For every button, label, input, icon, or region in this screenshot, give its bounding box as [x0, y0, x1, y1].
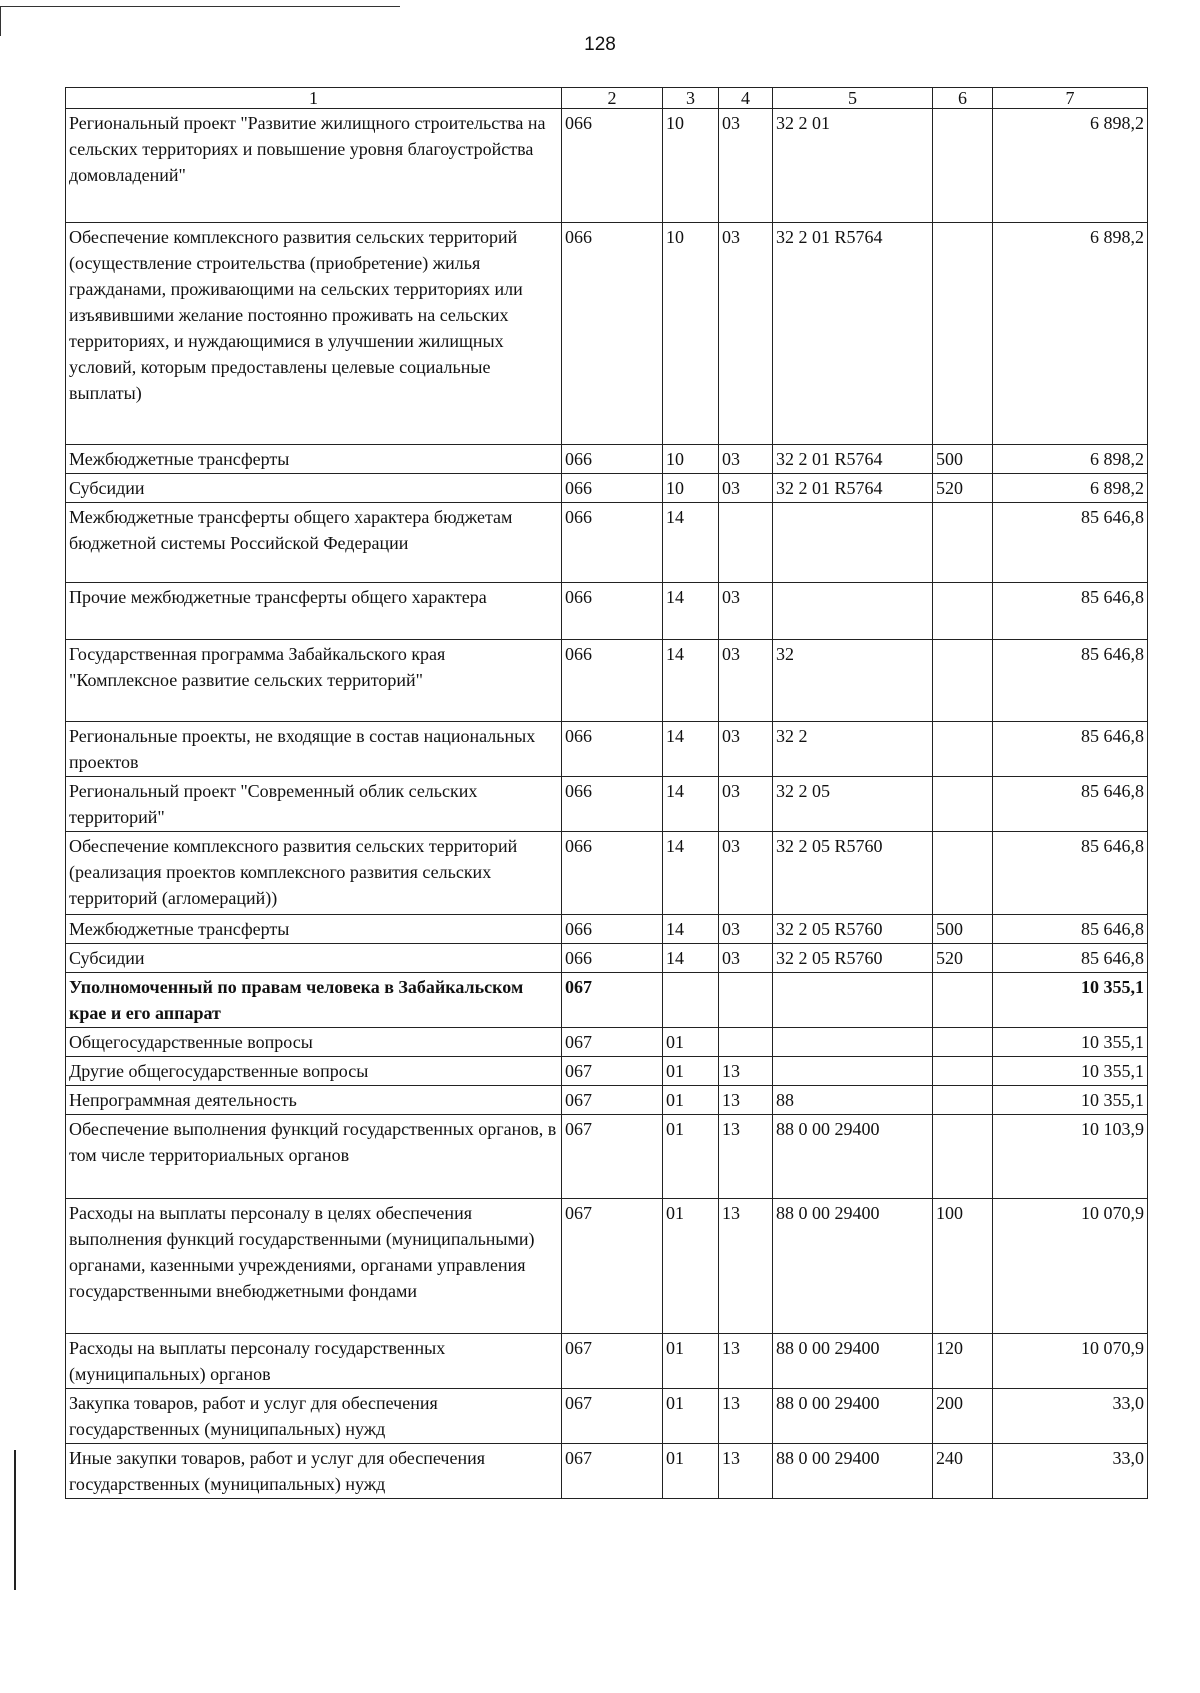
row-name-cell: Иные закупки товаров, работ и услуг для обеспечения государственных (муниципальных) нужд	[66, 1444, 562, 1499]
row-amount-cell: 85 646,8	[993, 503, 1148, 583]
column-header: 3	[663, 88, 719, 109]
row-name-cell: Другие общегосударственные вопросы	[66, 1057, 562, 1086]
row-subsection-cell: 13	[719, 1057, 773, 1086]
row-name-cell: Обеспечение комплексного развития сельских территорий (осуществление строительства (приобретение) жилья гражданами, проживающими на сельских территориях или изъявившими желание постоянно проживать на сельских территориях, и нуждающимися в улучшении жилищных условий, которым предоставлены целевые социальные выплаты)	[66, 223, 562, 445]
row-code-cell: 067	[562, 1028, 663, 1057]
row-code-cell: 067	[562, 1057, 663, 1086]
row-name-cell: Региональный проект "Современный облик сельских территорий"	[66, 777, 562, 832]
row-section-cell: 14	[663, 503, 719, 583]
table-row	[66, 445, 1148, 474]
row-target-article-cell: 32 2 05	[773, 777, 933, 832]
row-section-cell: 01	[663, 1086, 719, 1115]
row-code-cell: 067	[562, 973, 663, 1028]
row-section-cell: 01	[663, 1028, 719, 1057]
row-name-cell: Межбюджетные трансферты	[66, 915, 562, 944]
table-row	[66, 1028, 1148, 1057]
row-target-article-cell	[773, 973, 933, 1028]
row-code-cell: 066	[562, 640, 663, 722]
row-amount-cell: 10 355,1	[993, 1086, 1148, 1115]
column-header: 6	[933, 88, 993, 109]
row-section-cell: 01	[663, 1115, 719, 1199]
row-subsection-cell: 03	[719, 223, 773, 445]
row-code-cell: 066	[562, 223, 663, 445]
column-header: 2	[562, 88, 663, 109]
row-expense-type-cell	[933, 777, 993, 832]
table-row	[66, 1444, 1148, 1499]
row-name-cell: Субсидии	[66, 944, 562, 973]
row-expense-type-cell	[933, 503, 993, 583]
row-amount-cell: 85 646,8	[993, 640, 1148, 722]
row-section-cell: 10	[663, 445, 719, 474]
column-header: 1	[66, 88, 562, 109]
row-subsection-cell: 03	[719, 474, 773, 503]
row-section-cell: 01	[663, 1334, 719, 1389]
row-subsection-cell: 13	[719, 1334, 773, 1389]
page-number: 128	[584, 34, 616, 55]
row-target-article-cell: 32 2 01 R5764	[773, 223, 933, 445]
row-subsection-cell	[719, 503, 773, 583]
row-section-cell: 01	[663, 1199, 719, 1334]
row-expense-type-cell	[933, 583, 993, 640]
row-expense-type-cell	[933, 722, 993, 777]
row-subsection-cell: 13	[719, 1199, 773, 1334]
row-subsection-cell: 03	[719, 915, 773, 944]
row-code-cell: 067	[562, 1199, 663, 1334]
row-amount-cell: 85 646,8	[993, 944, 1148, 973]
row-target-article-cell	[773, 1057, 933, 1086]
row-expense-type-cell: 500	[933, 915, 993, 944]
row-subsection-cell: 03	[719, 722, 773, 777]
row-subsection-cell: 13	[719, 1444, 773, 1499]
row-name-cell: Непрограммная деятельность	[66, 1086, 562, 1115]
row-expense-type-cell	[933, 1057, 993, 1086]
row-expense-type-cell: 120	[933, 1334, 993, 1389]
row-section-cell: 14	[663, 583, 719, 640]
row-subsection-cell: 13	[719, 1115, 773, 1199]
row-target-article-cell: 32 2 05 R5760	[773, 915, 933, 944]
row-amount-cell: 10 070,9	[993, 1334, 1148, 1389]
row-name-cell: Уполномоченный по правам человека в Забайкальском крае и его аппарат	[66, 973, 562, 1028]
row-subsection-cell: 03	[719, 944, 773, 973]
row-expense-type-cell	[933, 1028, 993, 1057]
row-code-cell: 066	[562, 944, 663, 973]
row-target-article-cell	[773, 1028, 933, 1057]
table-row	[66, 832, 1148, 915]
row-target-article-cell: 88 0 00 29400	[773, 1389, 933, 1444]
row-code-cell: 067	[562, 1444, 663, 1499]
row-target-article-cell: 88 0 00 29400	[773, 1334, 933, 1389]
row-name-cell: Расходы на выплаты персоналу государственных (муниципальных) органов	[66, 1334, 562, 1389]
table-header-row	[66, 88, 1148, 109]
row-amount-cell: 85 646,8	[993, 777, 1148, 832]
row-amount-cell: 33,0	[993, 1444, 1148, 1499]
row-target-article-cell	[773, 503, 933, 583]
row-amount-cell: 10 103,9	[993, 1115, 1148, 1199]
row-name-cell: Субсидии	[66, 474, 562, 503]
row-name-cell: Расходы на выплаты персоналу в целях обеспечения выполнения функций государственными (муниципальными) органами, казенными учреждениями, органами управления государственными внебюджетными фондами	[66, 1199, 562, 1334]
row-target-article-cell: 88 0 00 29400	[773, 1444, 933, 1499]
row-section-cell: 01	[663, 1444, 719, 1499]
row-target-article-cell: 88	[773, 1086, 933, 1115]
row-section-cell: 14	[663, 722, 719, 777]
row-expense-type-cell: 500	[933, 445, 993, 474]
row-expense-type-cell	[933, 832, 993, 915]
row-section-cell: 01	[663, 1389, 719, 1444]
table-row	[66, 1086, 1148, 1115]
table-row	[66, 1057, 1148, 1086]
row-expense-type-cell	[933, 640, 993, 722]
scan-artifact-left-mark	[14, 1450, 16, 1590]
table-body	[66, 109, 1148, 1499]
row-section-cell: 14	[663, 944, 719, 973]
row-expense-type-cell	[933, 223, 993, 445]
row-subsection-cell: 13	[719, 1389, 773, 1444]
row-amount-cell: 10 070,9	[993, 1199, 1148, 1334]
scan-artifact-top-line	[0, 6, 400, 7]
row-amount-cell: 85 646,8	[993, 832, 1148, 915]
row-section-cell: 10	[663, 223, 719, 445]
row-expense-type-cell: 200	[933, 1389, 993, 1444]
row-target-article-cell: 32 2	[773, 722, 933, 777]
row-target-article-cell: 32 2 05 R5760	[773, 944, 933, 973]
table-row	[66, 109, 1148, 223]
row-expense-type-cell	[933, 973, 993, 1028]
row-name-cell: Общегосударственные вопросы	[66, 1028, 562, 1057]
budget-table	[65, 87, 1148, 1499]
table-row	[66, 640, 1148, 722]
row-section-cell: 14	[663, 777, 719, 832]
table-row	[66, 583, 1148, 640]
row-code-cell: 066	[562, 722, 663, 777]
row-section-cell: 10	[663, 474, 719, 503]
row-subsection-cell	[719, 973, 773, 1028]
column-header: 7	[993, 88, 1148, 109]
row-name-cell: Обеспечение комплексного развития сельских территорий (реализация проектов комплексного развития сельских территорий (агломераций))	[66, 832, 562, 915]
row-section-cell: 14	[663, 915, 719, 944]
table-row	[66, 915, 1148, 944]
row-name-cell: Межбюджетные трансферты общего характера бюджетам бюджетной системы Российской Федерации	[66, 503, 562, 583]
row-target-article-cell: 32	[773, 640, 933, 722]
row-target-article-cell: 88 0 00 29400	[773, 1199, 933, 1334]
row-code-cell: 067	[562, 1389, 663, 1444]
row-code-cell: 066	[562, 583, 663, 640]
table-row	[66, 474, 1148, 503]
row-target-article-cell	[773, 583, 933, 640]
row-name-cell: Прочие межбюджетные трансферты общего характера	[66, 583, 562, 640]
row-code-cell: 066	[562, 915, 663, 944]
row-expense-type-cell: 520	[933, 944, 993, 973]
row-amount-cell: 10 355,1	[993, 1057, 1148, 1086]
row-code-cell: 067	[562, 1334, 663, 1389]
row-expense-type-cell	[933, 1086, 993, 1115]
row-name-cell: Государственная программа Забайкальского края "Комплексное развитие сельских территорий"	[66, 640, 562, 722]
row-section-cell: 14	[663, 640, 719, 722]
row-subsection-cell: 13	[719, 1086, 773, 1115]
table-row	[66, 223, 1148, 445]
row-target-article-cell: 32 2 01 R5764	[773, 445, 933, 474]
row-section-cell: 10	[663, 109, 719, 223]
table-row	[66, 1389, 1148, 1444]
row-amount-cell: 33,0	[993, 1389, 1148, 1444]
row-subsection-cell: 03	[719, 583, 773, 640]
scan-artifact-left-line	[0, 6, 1, 36]
row-amount-cell: 6 898,2	[993, 109, 1148, 223]
table-row	[66, 1115, 1148, 1199]
table-row	[66, 944, 1148, 973]
row-section-cell: 01	[663, 1057, 719, 1086]
row-amount-cell: 6 898,2	[993, 474, 1148, 503]
row-expense-type-cell	[933, 1115, 993, 1199]
row-target-article-cell: 32 2 01 R5764	[773, 474, 933, 503]
row-code-cell: 067	[562, 1115, 663, 1199]
row-target-article-cell: 32 2 05 R5760	[773, 832, 933, 915]
column-header: 4	[719, 88, 773, 109]
row-subsection-cell: 03	[719, 445, 773, 474]
table-row	[66, 1199, 1148, 1334]
row-section-cell	[663, 973, 719, 1028]
row-subsection-cell: 03	[719, 640, 773, 722]
table-row	[66, 1334, 1148, 1389]
row-code-cell: 067	[562, 1086, 663, 1115]
row-name-cell: Региональные проекты, не входящие в состав национальных проектов	[66, 722, 562, 777]
row-subsection-cell: 03	[719, 109, 773, 223]
row-subsection-cell: 03	[719, 777, 773, 832]
row-amount-cell: 6 898,2	[993, 445, 1148, 474]
row-subsection-cell	[719, 1028, 773, 1057]
row-amount-cell: 6 898,2	[993, 223, 1148, 445]
row-expense-type-cell: 100	[933, 1199, 993, 1334]
row-name-cell: Региональный проект "Развитие жилищного строительства на сельских территориях и повышение уровня благоустройства домовладений"	[66, 109, 562, 223]
column-header: 5	[773, 88, 933, 109]
row-code-cell: 066	[562, 832, 663, 915]
row-amount-cell: 85 646,8	[993, 915, 1148, 944]
table-row	[66, 777, 1148, 832]
row-name-cell: Межбюджетные трансферты	[66, 445, 562, 474]
table-row	[66, 503, 1148, 583]
row-code-cell: 066	[562, 777, 663, 832]
row-expense-type-cell: 520	[933, 474, 993, 503]
row-subsection-cell: 03	[719, 832, 773, 915]
row-amount-cell: 10 355,1	[993, 973, 1148, 1028]
row-name-cell: Обеспечение выполнения функций государственных органов, в том числе территориальных органов	[66, 1115, 562, 1199]
row-amount-cell: 10 355,1	[993, 1028, 1148, 1057]
table-row	[66, 722, 1148, 777]
row-code-cell: 066	[562, 474, 663, 503]
row-code-cell: 066	[562, 445, 663, 474]
row-amount-cell: 85 646,8	[993, 583, 1148, 640]
row-name-cell: Закупка товаров, работ и услуг для обеспечения государственных (муниципальных) нужд	[66, 1389, 562, 1444]
table-row	[66, 973, 1148, 1028]
row-target-article-cell: 32 2 01	[773, 109, 933, 223]
row-expense-type-cell	[933, 109, 993, 223]
row-section-cell: 14	[663, 832, 719, 915]
row-code-cell: 066	[562, 109, 663, 223]
row-target-article-cell: 88 0 00 29400	[773, 1115, 933, 1199]
row-amount-cell: 85 646,8	[993, 722, 1148, 777]
row-code-cell: 066	[562, 503, 663, 583]
row-expense-type-cell: 240	[933, 1444, 993, 1499]
